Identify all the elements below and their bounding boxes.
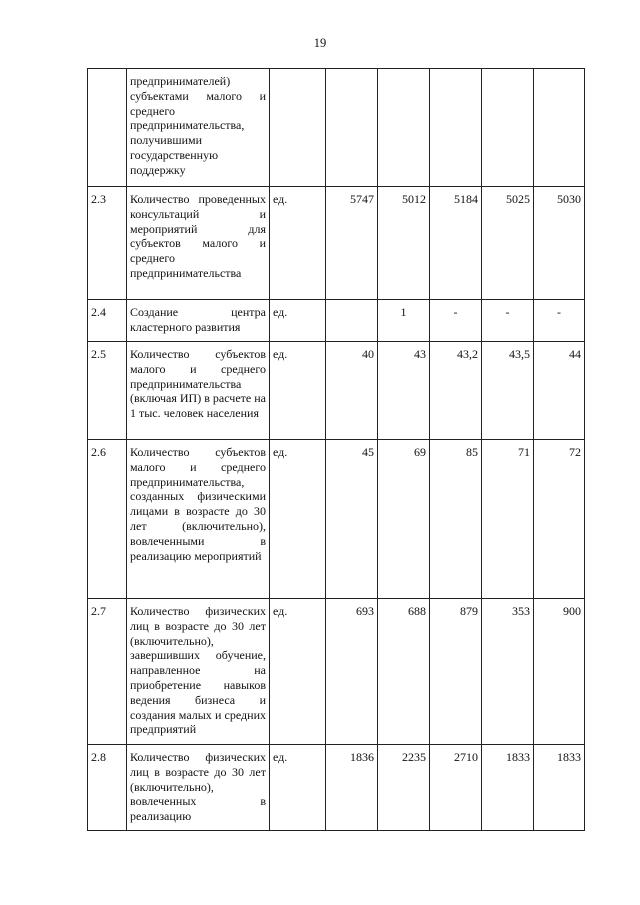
value-cell: 5012 bbox=[378, 187, 430, 300]
value-cell: 69 bbox=[378, 440, 430, 599]
value-cell: 71 bbox=[482, 440, 534, 599]
indicator-name: Создание центра кластерного развития bbox=[127, 300, 270, 342]
value-cell: 44 bbox=[534, 342, 585, 440]
value-cell: 1 bbox=[378, 300, 430, 342]
indicator-name: Количество проведенных консультаций и мероприятий для субъектов малого и среднего предпринимательства bbox=[127, 187, 270, 300]
indicator-name: предпринимателей) субъектами малого и среднего предпринимательства, получившими государственную поддержку bbox=[127, 69, 270, 187]
row-number: 2.3 bbox=[88, 187, 127, 300]
value-cell: 43,5 bbox=[482, 342, 534, 440]
value-cell bbox=[482, 69, 534, 187]
value-cell: 879 bbox=[430, 599, 482, 745]
value-cell: 5030 bbox=[534, 187, 585, 300]
table-row bbox=[88, 187, 585, 300]
value-cell: 353 bbox=[482, 599, 534, 745]
value-cell: 2235 bbox=[378, 745, 430, 831]
value-cell: 693 bbox=[326, 599, 378, 745]
value-cell: 5747 bbox=[326, 187, 378, 300]
table-row bbox=[88, 342, 585, 440]
indicator-name: Количество субъектов малого и среднего предпринимательства, созданных физическими лицами в возрасте до 30 лет (включительно), вовлеченными в реализацию мероприятий bbox=[127, 440, 270, 599]
unit-cell: ед. bbox=[270, 745, 326, 831]
indicator-name: Количество физических лиц в возрасте до 30 лет (включительно), завершивших обучение, направленное на приобретение навыков ведения бизнеса и создания малых и средних предприятий bbox=[127, 599, 270, 745]
value-cell bbox=[326, 300, 378, 342]
value-cell bbox=[430, 69, 482, 187]
value-cell bbox=[534, 69, 585, 187]
value-cell: 900 bbox=[534, 599, 585, 745]
value-cell: 688 bbox=[378, 599, 430, 745]
value-cell: - bbox=[430, 300, 482, 342]
unit-cell: ед. bbox=[270, 187, 326, 300]
value-cell: 1836 bbox=[326, 745, 378, 831]
table-row bbox=[88, 440, 585, 599]
row-number bbox=[88, 69, 127, 187]
value-cell: 43 bbox=[378, 342, 430, 440]
row-number: 2.8 bbox=[88, 745, 127, 831]
value-cell bbox=[326, 69, 378, 187]
row-number: 2.4 bbox=[88, 300, 127, 342]
value-cell: 45 bbox=[326, 440, 378, 599]
value-cell: 85 bbox=[430, 440, 482, 599]
unit-cell: ед. bbox=[270, 300, 326, 342]
unit-cell bbox=[270, 69, 326, 187]
row-number: 2.7 bbox=[88, 599, 127, 745]
value-cell: 1833 bbox=[482, 745, 534, 831]
value-cell: - bbox=[534, 300, 585, 342]
value-cell: 2710 bbox=[430, 745, 482, 831]
page-number: 19 bbox=[313, 36, 327, 50]
table-row bbox=[88, 69, 585, 187]
indicators-table bbox=[87, 68, 585, 831]
unit-cell: ед. bbox=[270, 342, 326, 440]
value-cell bbox=[378, 69, 430, 187]
indicator-name: Количество физических лиц в возрасте до 30 лет (включительно), вовлеченных в реализацию bbox=[127, 745, 270, 831]
value-cell: 5025 bbox=[482, 187, 534, 300]
value-cell: 40 bbox=[326, 342, 378, 440]
table-row bbox=[88, 745, 585, 831]
indicator-name: Количество субъектов малого и среднего предпринимательства (включая ИП) в расчете на 1 тыс. человек населения bbox=[127, 342, 270, 440]
unit-cell: ед. bbox=[270, 599, 326, 745]
unit-cell: ед. bbox=[270, 440, 326, 599]
value-cell: 5184 bbox=[430, 187, 482, 300]
value-cell: 1833 bbox=[534, 745, 585, 831]
value-cell: 72 bbox=[534, 440, 585, 599]
value-cell: - bbox=[482, 300, 534, 342]
table-row bbox=[88, 300, 585, 342]
value-cell: 43,2 bbox=[430, 342, 482, 440]
row-number: 2.5 bbox=[88, 342, 127, 440]
table-row bbox=[88, 599, 585, 745]
row-number: 2.6 bbox=[88, 440, 127, 599]
